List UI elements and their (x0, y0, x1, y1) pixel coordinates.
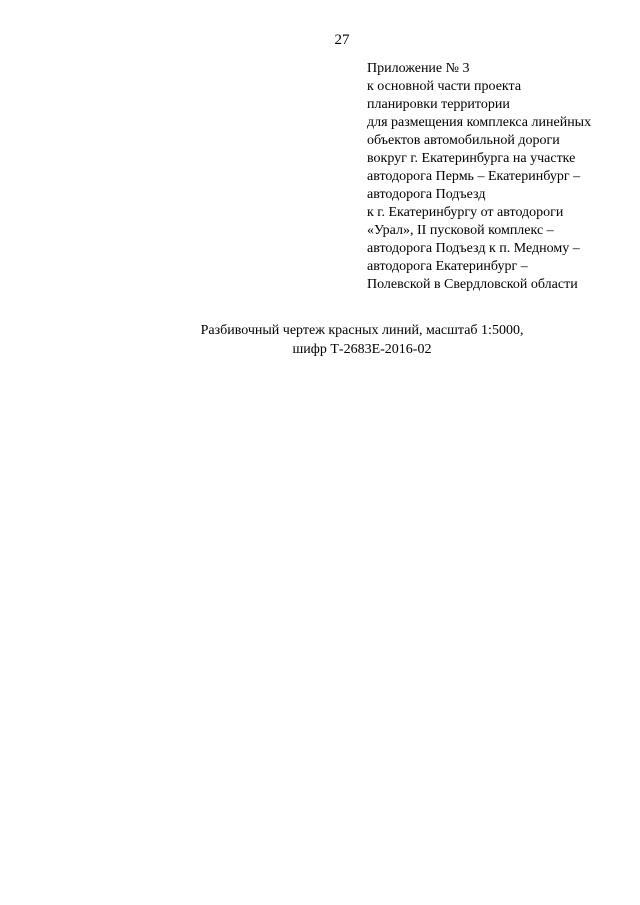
appendix-line: автодорога Пермь – Екатеринбург – (367, 169, 581, 184)
appendix-line: «Урал», II пусковой комплекс – (367, 223, 554, 238)
appendix-line: автодорога Екатеринбург – (367, 259, 528, 274)
appendix-line: Приложение № 3 (367, 61, 470, 76)
appendix-line: к основной части проекта (367, 79, 522, 94)
appendix-line: автодорога Подъезд (367, 187, 486, 202)
appendix-line: планировки территории (367, 97, 510, 112)
page-number: 27 (334, 32, 350, 48)
appendix-line: объектов автомобильной дороги (367, 133, 560, 148)
drawing-caption (0, 321, 640, 359)
appendix-heading-block (367, 60, 637, 294)
drawing-caption-code: шифр Т-2683Е-2016-02 (292, 342, 432, 357)
appendix-line: автодорога Подъезд к п. Медному – (367, 241, 580, 256)
appendix-line: вокруг г. Екатеринбурга на участке (367, 151, 576, 166)
drawing-caption-title: Разбивочный чертеж красных линий, масштаб 1:5000, (200, 323, 524, 338)
appendix-line: к г. Екатеринбургу от автодороги (367, 205, 564, 220)
appendix-line: для размещения комплекса линейных (367, 115, 592, 130)
appendix-line: Полевской в Свердловской области (367, 277, 578, 292)
